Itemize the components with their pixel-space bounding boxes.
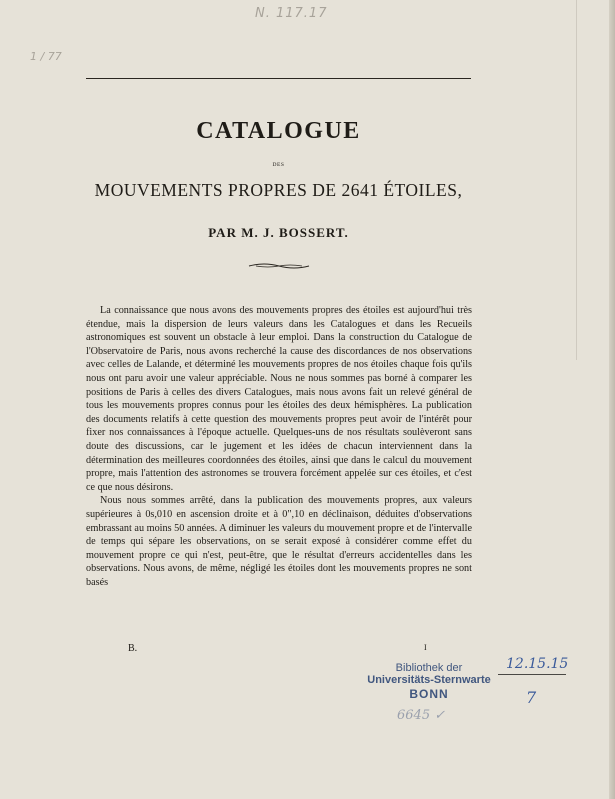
stamp-line: Bibliothek der [395, 662, 463, 674]
stamp-line: Universitäts-Sternwarte [367, 674, 491, 686]
page-edge-shadow [609, 0, 615, 799]
document-author: PAR M. J. BOSSERT. [208, 225, 349, 240]
body-paragraph: La connaissance que nous avons des mouvements propres des étoiles est aujourd'hui très étendue, mais la dispersion de leurs valeurs dans les Catalogues et dans les Recueils astronomiques est souvent un obstacle à leur emploi. Dans la construction du Catalogue de l'Observatoire de Paris, nous avons recherché la cause des discordances de nos observations avec celles de Lalande, et déterminé les mouvements propres de nos étoiles chaque fois qu'ils nous ont paru avoir une valeur appréciable. Nous ne nous sommes pas borné à comparer les positions de Paris à celles des divers Catalogues, mais nous avons fait un relevé général de tous les mouvements propres connus pour les étoiles des deux hémisphères. La publication des documents relatifs à cette question des mouvements propres peut avoir de l'intérêt pour fixer nos connaissances à l'époque actuelle. Quelques-uns de nos résultats soulèveront sans doute des discussions, car le jugement et les idées de chacun interviennent dans la détermination des meilleures coordonnées des étoiles, ainsi que dans le calcul du mouvement propre, mais l'attention des astronomes se trouvera forcément appelée sur ces étoiles, et c'est ce que nous désirons. [86, 305, 472, 493]
handwritten-accession: 6645 ✓ [397, 708, 446, 723]
stamp-line: BONN [409, 687, 449, 701]
document-title: CATALOGUE [196, 118, 361, 144]
header-rule [86, 78, 471, 79]
handwritten-number: 7 [526, 688, 537, 707]
body-paragraph: Nous nous sommes arrêté, dans la publication des mouvements propres, aux valeurs supérieures à 0s,010 en ascension droite et à 0",10 en déclinaison, déduites d'observations embrassant au moins 50 années. A diminuer les valeurs du mouvement propre et de l'intervalle de temps qui sépare les observations, on se serait exposé à considérer comme effet du mouvement propre ce qui n'est, peut-être, que le résultat d'erreurs accidentelles dans les observations. Nous avons, de même, négligé les étoiles dont les mouvements propres ne sont basés [86, 495, 472, 588]
pencil-margin-note: 1 / 77 [30, 50, 62, 63]
handwritten-date: 12.15.15 [506, 656, 569, 672]
title-connector: DES [272, 162, 285, 168]
ornament-divider-icon [248, 262, 310, 270]
library-stamp [361, 662, 497, 701]
pencil-guide-line [576, 0, 577, 360]
handwritten-underline [498, 674, 566, 675]
document-body [86, 304, 472, 589]
pencil-shelfmark: N. 117.17 [255, 6, 328, 21]
page-number: I [424, 643, 427, 652]
footer-signature: B. [128, 643, 138, 654]
document-subtitle: MOUVEMENTS PROPRES DE 2641 ÉTOILES, [94, 180, 463, 200]
